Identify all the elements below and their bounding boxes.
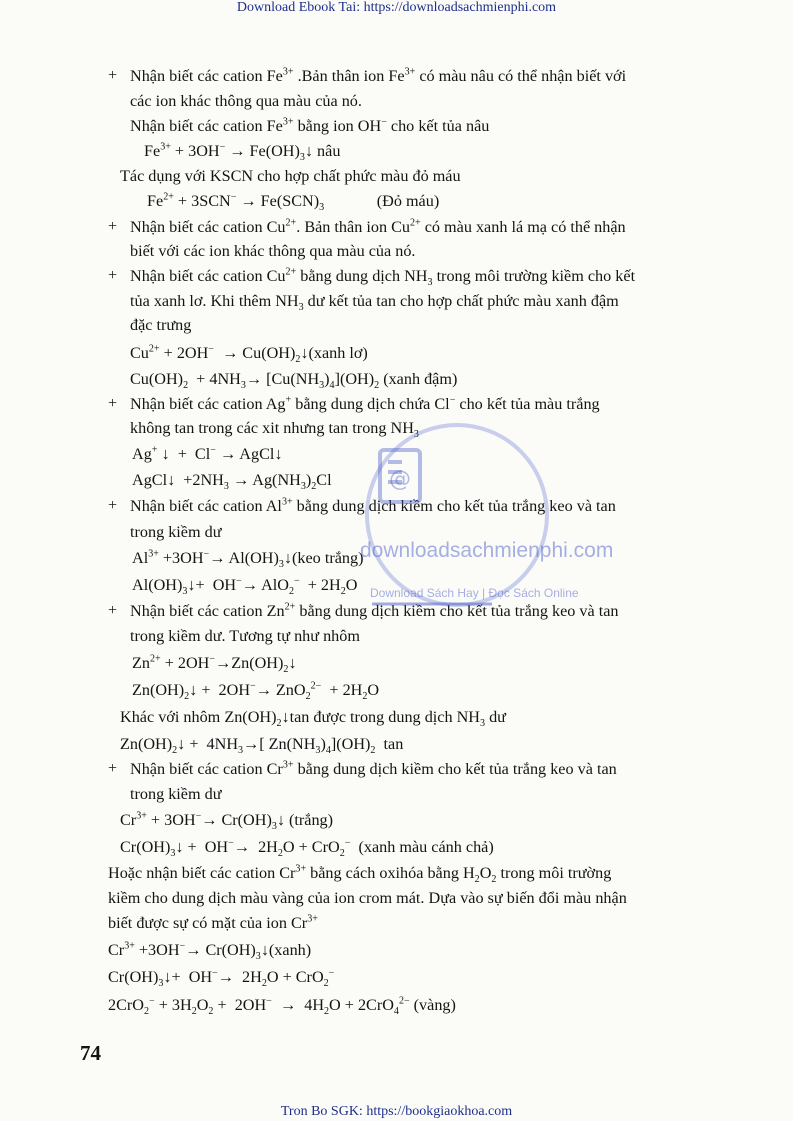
text-line: Nhận biết các cation $Fe^{3+}$ bằng ion OH− cho kết tủa nâu xyxy=(130,116,490,135)
text-line: $Zn^{2+}$ + $2OH^-\to Zn(OH)_2↓$ xyxy=(132,653,297,676)
bullet-al: + xyxy=(108,497,118,514)
text-line: trong kiềm dư xyxy=(130,523,222,541)
text-line: $Cr^{3+} +3OH^-\to$ $Cr(OH)_3↓(xanh)$ xyxy=(108,940,312,963)
text-line: Nhận biết các cation $Cu^{2+}$ bằng dung dịch $NH_3$ trong môi trường kiềm cho kết xyxy=(130,266,636,289)
text-line: Khác với nhôm $Zn(OH)_2↓\tan$ được trong dung dịch $NH_3$ dư xyxy=(120,708,506,730)
bullet-zn: + xyxy=(108,602,118,619)
text-line: $Cu^{2+} + 2OH^-$ → $Cu(OH)_2↓(xanh$ lơ) xyxy=(130,343,368,366)
text-line: $Fe^{2+} + 3SCN^- \to Fe(SCN)_3$ (Đỏ máu) xyxy=(147,191,440,214)
page-number: 74 xyxy=(80,1041,101,1065)
svg-text:@: @ xyxy=(389,467,411,492)
text-line: các ion khác thông qua màu của nó. xyxy=(130,92,362,110)
text-line: Tác dụng với KSCN cho hợp chất phức màu đỏ máu xyxy=(120,167,461,185)
text-line: Nhận biết các cation $Fe^{3+}$ .Bản thân ion $Fe^{3+}$ có màu nâu có thể nhận biết với xyxy=(130,66,627,85)
text-line: Nhận biết các cation $Cu^{2+}$. Bản thân ion $Cu^{2+}$ có màu xanh lá mạ có thể nhận xyxy=(130,217,626,236)
text-line: không tan trong các xit nhưng tan trong $NH_3$ xyxy=(130,419,419,441)
text-line: $Cr(OH)_3↓+ OH^-\to 2H_2O + CrO_2^-$ xyxy=(108,967,335,990)
text-line: đặc trưng xyxy=(130,316,192,334)
watermark-site: downloadsachmienphi.com xyxy=(360,539,614,562)
bullet-cu-color: + xyxy=(108,218,118,235)
text-line: Nhận biết các cation $Zn^{2+}$ bằng dung dịch kiềm cho kết tủa trắng keo và tan xyxy=(130,601,619,620)
text-line: Nhận biết các cation $Cr^{3+}$ bằng dung dịch kiềm cho kết tủa trắng keo và tan xyxy=(130,759,617,778)
bullet-cr: + xyxy=(108,760,118,777)
text-line: Ag+ ↓ + Cl− → AgCl↓ xyxy=(132,444,283,463)
text-line: $Al(OH)_3↓+ OH^-\to AlO_2^- + 2H_2O$ xyxy=(132,575,358,598)
text-line: $Cu(OH)_2 + 4NH_3\to [Cu(NH_3)_4](OH)_2$ (xanh đậm) xyxy=(130,370,458,392)
text-line: Hoặc nhận biết các cation $Cr^{3+}$ bằng cách oxihóa bằng $H_2O_2$ trong môi trường xyxy=(108,863,612,886)
text-line: $Fe^{3+} + 3OH^-$ → $Fe(OH)_3↓$ nâu xyxy=(144,141,341,164)
text-line: $Cr(OH)_3↓ + OH^-\to 2H_2O + CrO_2^-$ (xanh màu cánh chả) xyxy=(120,837,494,860)
text-line: kiềm cho dung dịch màu vàng của ion crom mát. Dựa vào sự biến đổi màu nhận xyxy=(108,889,627,907)
text-line: $Zn(OH)_2↓ + 2OH^-\to ZnO_2^{2-} + 2H_2O$ xyxy=(132,680,380,703)
bullet-ag: + xyxy=(108,395,118,412)
text-line: biết được sự có mặt của ion $Cr^{3+}$ xyxy=(108,913,318,932)
header-link[interactable]: Download Ebook Tai: https://downloadsachmienphi.com xyxy=(236,0,557,15)
text-line: Nhận biết các cation Ag+ bằng dung dịch chứa Cl− cho kết tủa màu trắng xyxy=(130,394,600,413)
text-line: $Cr^{3+} + 3OH^-\to$ $Cr(OH)_3↓$ (trắng) xyxy=(120,810,334,833)
text-line: trong kiềm dư xyxy=(130,785,222,803)
bullet-fe3: + xyxy=(108,67,118,84)
text-line: trong kiềm dư. Tương tự như nhôm xyxy=(130,627,360,645)
text-line: $2CrO_2^- + 3H_2O_2 + 2OH^- \to 4H_2O + 2CrO_4^{2-}$ (vàng) xyxy=(108,995,456,1018)
text-line: biết với các ion khác thông qua màu của nó. xyxy=(130,242,416,260)
text-line: $Zn(OH)_2↓ + 4NH_3\to$[ $Zn(NH_3)_4](OH)_2$ tan xyxy=(120,735,404,757)
footer-link[interactable]: Tron Bo SGK: https://bookgiaokhoa.com xyxy=(280,1104,513,1119)
text-line: $Al^{3+} +3OH^-\to$ $Al(OH)_3↓(keo$ trắng) xyxy=(132,548,364,571)
text-line: Nhận biết các cation $Al^{3+}$ bằng dung dịch kiềm cho kết tủa trắng keo và tan xyxy=(130,496,616,515)
text-line: AgCl↓ $+2NH_3 \to Ag(NH_3)_2Cl$ xyxy=(132,471,332,493)
bullet-cu-nh3: + xyxy=(108,267,118,284)
text-line: tủa xanh lơ. Khi thêm $NH_3$ dư kết tủa tan cho hợp chất phức màu xanh đậm xyxy=(130,292,619,314)
watermark-tagline: Download Sách Hay | Đọc Sách Online xyxy=(370,586,579,600)
